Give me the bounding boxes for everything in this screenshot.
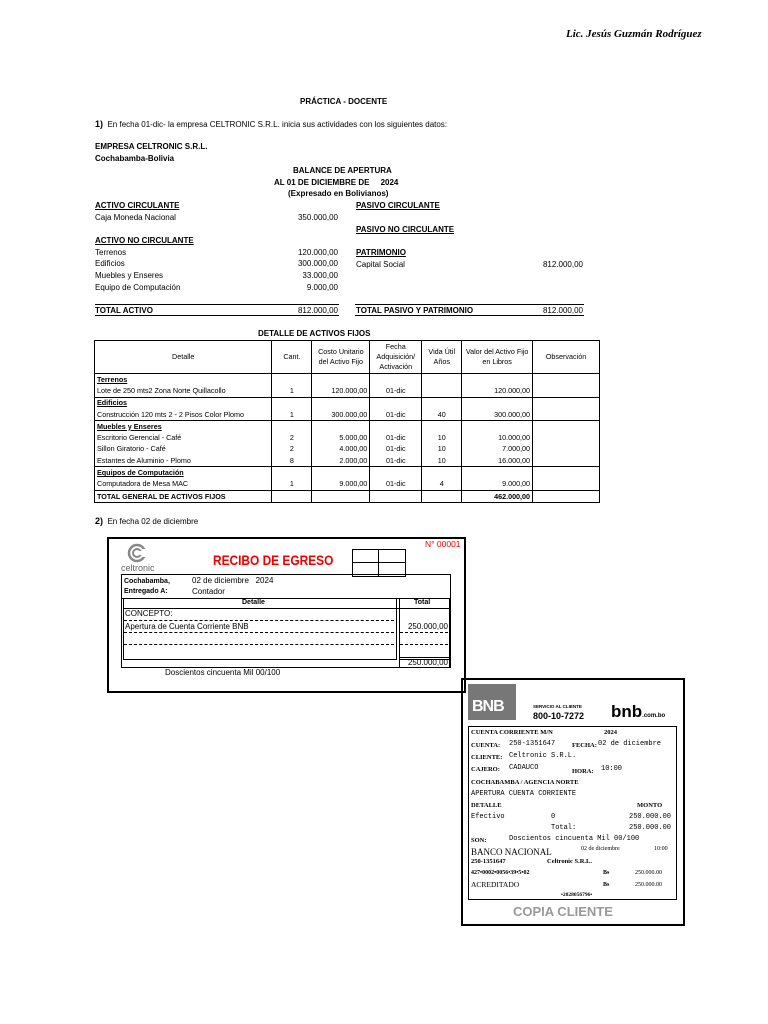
capital-label: Capital Social <box>356 260 405 269</box>
col-total: Total <box>414 599 431 606</box>
cell-detalle: Estantes de Aluminio - Plomo <box>95 455 272 467</box>
total-activo-label: TOTAL ACTIVO <box>95 306 153 315</box>
group-name: Equipos de Computación <box>95 467 272 479</box>
cell-vida <box>422 385 462 397</box>
cell-observacion <box>533 455 600 467</box>
terrenos-value: 120.000,00 <box>297 248 338 257</box>
fixed-assets-title: DETALLE DE ACTIVOS FIJOS <box>258 329 371 338</box>
reference-amount: 250.000.00 <box>635 870 662 876</box>
bs-2: Bs <box>603 882 610 888</box>
concept-text: Apertura de Cuenta Corriente BNB <box>125 622 249 631</box>
cell-fecha: 01-dic <box>370 409 422 421</box>
cell-fecha: 01-dic <box>370 479 422 491</box>
total-pasivo-value: 812.000,00 <box>542 306 583 315</box>
header-observacion: Observación <box>533 341 600 374</box>
cell-detalle: Sillon Giratorio - Café <box>95 444 272 455</box>
cash-label: Efectivo <box>471 813 505 821</box>
account-label: CUENTA: <box>471 742 501 749</box>
given-label: Entregado A: <box>124 588 168 595</box>
pasivo-circulante-title: PASIVO CIRCULANTE <box>356 201 440 210</box>
total-label: TOTAL GENERAL DE ACTIVOS FIJOS <box>95 490 272 502</box>
total-label: Total: <box>551 824 577 832</box>
cell-costo: 5.000,00 <box>312 432 370 443</box>
celtronic-logo-icon <box>121 543 161 563</box>
receipt-date: 02 de diciembre 2024 <box>192 576 274 585</box>
voucher-time-2: 10:00 <box>654 846 668 852</box>
client-name-2: Celtronic S.R.L. <box>547 858 593 865</box>
activo-circulante-title: ACTIVO CIRCULANTE <box>95 201 180 210</box>
cell-vida: 40 <box>422 409 462 421</box>
cell-vida: 10 <box>422 444 462 455</box>
table-row <box>95 409 600 421</box>
fixed-assets-table <box>94 340 600 503</box>
cell-vida: 10 <box>422 432 462 443</box>
account-number: 250-1351647 <box>509 740 556 748</box>
bs-1: Bs <box>603 870 610 876</box>
account-type: CUENTA CORRIENTE M/N <box>471 729 553 736</box>
expense-receipt <box>107 537 466 693</box>
group-row <box>95 374 600 386</box>
cell-costo: 300.000,00 <box>312 409 370 421</box>
cell-cant: 2 <box>272 444 312 455</box>
bank-voucher <box>461 678 685 926</box>
company-city: Cochabamba-Bolivia <box>95 154 175 163</box>
total-value: 250.000.00 <box>629 824 672 832</box>
client-name: Celtronic S.R.L. <box>509 752 577 760</box>
service-label: SERVICIO AL CLIENTE <box>533 704 582 709</box>
equipo-label: Equipo de Computación <box>95 283 181 292</box>
cell-valor: 10.000,00 <box>462 432 533 443</box>
voucher-year: 2024 <box>604 729 617 736</box>
group-row <box>95 467 600 479</box>
table-row <box>95 385 600 397</box>
concept-label: CONCEPTO: <box>125 609 173 618</box>
amount-words: Doscientos cincuenta Mil 00/100 <box>165 668 281 677</box>
author-name: Lic. Jesús Guzmán Rodríguez <box>566 28 702 40</box>
cell-costo: 4.000,00 <box>312 444 370 455</box>
cell-observacion <box>533 479 600 491</box>
pasivo-no-circulante-title: PASIVO NO CIRCULANTE <box>356 225 455 234</box>
reference: 427•0002•0056•39•5•02 <box>471 870 530 876</box>
cell-cant: 8 <box>272 455 312 467</box>
given-to: Contador <box>192 587 225 596</box>
cell-observacion <box>533 432 600 443</box>
credited-amount: 250.000.00 <box>635 882 662 888</box>
group-name: Terrenos <box>95 374 272 386</box>
cell-detalle: Lote de 250 mts2 Zona Norte Quillacollo <box>95 385 272 397</box>
receipt-title: RECIBO DE EGRESO <box>213 552 334 568</box>
receipt-body <box>121 574 451 668</box>
total-value: 462.000,00 <box>462 490 533 502</box>
bnb-brand: bnb.com.bo <box>611 702 666 721</box>
group-row <box>95 397 600 409</box>
place-label: Cochabamba, <box>124 578 170 585</box>
service-phone: 800-10-7272 <box>533 711 585 721</box>
equipo-value: 9.000,00 <box>306 283 338 292</box>
voucher-code: •2028056796• <box>561 892 593 898</box>
table-row <box>95 444 600 455</box>
hour-label: HORA: <box>572 768 594 775</box>
caja-label: Caja Moneda Nacional <box>95 213 176 222</box>
cell-costo: 9.000,00 <box>312 479 370 491</box>
cell-cant: 1 <box>272 479 312 491</box>
cell-costo: 120.000,00 <box>312 385 370 397</box>
page-title: PRÁCTICA - DOCENTE <box>300 97 388 106</box>
voucher-body <box>468 726 677 900</box>
receipt-grid <box>352 549 406 577</box>
operation: APERTURA CUENTA CORRIENTE <box>471 790 577 798</box>
balance-currency: (Expresado en Bolivianos) <box>288 189 389 198</box>
detail-label: DETALLE <box>471 802 502 809</box>
muebles-label: Muebles y Enseres <box>95 271 164 280</box>
credited-label: ACREDITADO <box>471 880 520 889</box>
group-name: Edificios <box>95 397 272 409</box>
cell-fecha: 01-dic <box>370 385 422 397</box>
header-vida: Vida Útil Años <box>422 341 462 374</box>
activo-no-circulante-title: ACTIVO NO CIRCULANTE <box>95 236 194 245</box>
header-costo: Costo Unitario del Activo Fijo <box>312 341 370 374</box>
copy-label: COPIA CLIENTE <box>513 904 613 919</box>
header-cant: Cant. <box>272 341 312 374</box>
cell-fecha: 01-dic <box>370 432 422 443</box>
table-row <box>95 479 600 491</box>
cell-fecha: 01-dic <box>370 444 422 455</box>
concept-amount: 250.000,00 <box>407 622 448 631</box>
table-row <box>95 432 600 443</box>
cell-fecha: 01-dic <box>370 455 422 467</box>
receipt-total: 250.000,00 <box>407 658 448 667</box>
terrenos-label: Terrenos <box>95 248 127 257</box>
group-row <box>95 421 600 433</box>
edificios-label: Edificios <box>95 259 125 268</box>
voucher-hour: 10:00 <box>601 765 623 773</box>
agency: COCHABAMBA / AGENCIA NORTE <box>471 779 579 786</box>
son-text: Doscientos cincuenta Mil 00/100 <box>509 835 640 843</box>
balance-date: AL 01 DE DICIEMBRE DE 2024 <box>274 178 399 187</box>
table-row <box>95 455 600 467</box>
cashier-label: CAJERO: <box>471 766 500 773</box>
amount-label: MONTO <box>637 802 663 809</box>
cell-observacion <box>533 385 600 397</box>
edificios-value: 300.000,00 <box>297 259 338 268</box>
bnb-logo <box>468 684 516 720</box>
cell-observacion <box>533 444 600 455</box>
cashier-name: CADAUCO <box>509 764 539 772</box>
header-detalle: Detalle <box>95 341 272 374</box>
cell-detalle: Computadora de Mesa MAC <box>95 479 272 491</box>
col-detail: Detalle <box>242 599 265 606</box>
cash-zero: 0 <box>551 813 556 821</box>
cell-valor: 120.000,00 <box>462 385 533 397</box>
cell-valor: 300.000,00 <box>462 409 533 421</box>
cell-observacion <box>533 409 600 421</box>
capital-value: 812.000,00 <box>542 260 583 269</box>
voucher-date: 02 de diciembre <box>598 740 662 748</box>
total-row <box>95 490 600 502</box>
total-pasivo-label: TOTAL PASIVO Y PATRIMONIO <box>356 306 474 315</box>
cell-valor: 16.000,00 <box>462 455 533 467</box>
company-name: EMPRESA CELTRONIC S.R.L. <box>95 142 208 151</box>
celtronic-logo-text: celtronic <box>121 563 155 573</box>
group-name: Muebles y Enseres <box>95 421 272 433</box>
son-label: SON: <box>471 837 487 844</box>
receipt-number: N° 00001 <box>425 539 461 549</box>
account-number-2: 250-1351647 <box>471 858 506 865</box>
date-label: FECHA: <box>572 742 597 749</box>
cell-costo: 2.000,00 <box>312 455 370 467</box>
cell-vida: 10 <box>422 455 462 467</box>
header-fecha: Fecha Adquisición/ Activación <box>370 341 422 374</box>
bank-name: BANCO NACIONAL <box>471 847 552 857</box>
client-label: CLIENTE: <box>471 754 503 761</box>
cell-detalle: Construcción 120 mts 2 - 2 Pisos Color Plomo <box>95 409 272 421</box>
question-1: 1) En fecha 01-dic- la empresa CELTRONIC S.R.L. inicia sus actividades con los siguientes datos: <box>95 119 448 129</box>
bnb-logo-text: BNB <box>472 698 504 715</box>
header-valor: Valor del Activo Fijo en Libros <box>462 341 533 374</box>
cell-vida: 4 <box>422 479 462 491</box>
muebles-value: 33.000,00 <box>302 271 338 280</box>
cell-valor: 7.000,00 <box>462 444 533 455</box>
balance-title: BALANCE DE APERTURA <box>293 166 392 175</box>
cell-valor: 9.000,00 <box>462 479 533 491</box>
cell-cant: 1 <box>272 385 312 397</box>
voucher-date-2: 02 de diciembre <box>581 846 620 852</box>
total-activo-value: 812.000,00 <box>297 306 338 315</box>
cash-value: 250.000.00 <box>629 813 672 821</box>
question-2: 2) En fecha 02 de diciembre <box>95 516 199 526</box>
cell-detalle: Escritorio Gerencial - Café <box>95 432 272 443</box>
patrimonio-title: PATRIMONIO <box>356 248 406 257</box>
cell-cant: 2 <box>272 432 312 443</box>
cell-cant: 1 <box>272 409 312 421</box>
caja-value: 350.000,00 <box>297 213 338 222</box>
celtronic-logo <box>121 543 161 571</box>
